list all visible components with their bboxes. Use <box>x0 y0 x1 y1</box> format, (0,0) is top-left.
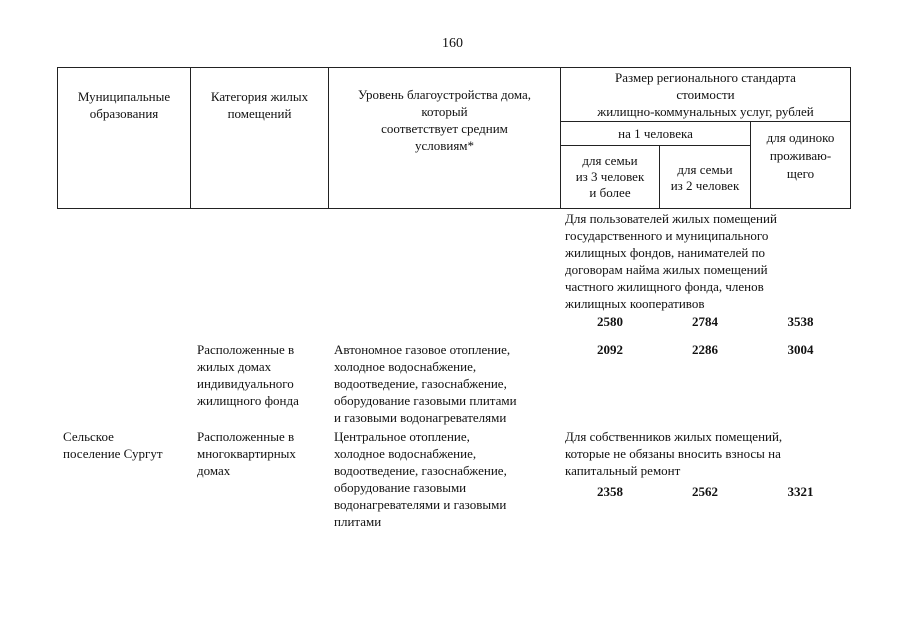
header-family2-line-2: из 2 человек <box>670 178 740 193</box>
owners-text-line-3: капитальный ремонт <box>565 463 681 478</box>
individual-value-single: 3004 <box>787 342 814 357</box>
users-value-single: 3538 <box>787 314 814 329</box>
apartment-category-line-3: домах <box>197 463 231 478</box>
owners-value-single: 3321 <box>787 484 814 499</box>
users-value-family3: 2580 <box>597 314 623 329</box>
header-level-line-4: условиям* <box>414 138 475 153</box>
apartment-level-line-2: холодное водоснабжение, <box>334 446 477 461</box>
header-size-line-3: жилищно-коммунальных услуг, рублей <box>597 104 814 119</box>
header-family3-line-2: из 3 человек <box>575 169 645 184</box>
header-level-line-2: который <box>421 104 468 119</box>
apartment-level-line-3: водоотведение, газоснабжение, <box>334 463 507 478</box>
header-size-line-2: стоимости <box>676 87 735 102</box>
users-value-family2: 2784 <box>692 314 718 329</box>
apartment-level-line-1: Центральное отопление, <box>334 429 470 444</box>
individual-level-line-3: водоотведение, газоснабжение, <box>334 376 507 391</box>
individual-level-line-2: холодное водоснабжение, <box>334 359 477 374</box>
header-level-line-1: Уровень благоустройства дома, <box>357 87 532 102</box>
header-size-line-1: Размер регионального стандарта <box>615 70 796 85</box>
header-family3-line-1: для семьи <box>582 153 638 168</box>
users-text-line-3: жилищных фондов, нанимателей по <box>565 245 766 260</box>
header-family3-line-3: и более <box>589 185 631 200</box>
header-category: Категория жилых помещений <box>210 89 309 121</box>
individual-value-family3: 2092 <box>597 342 623 357</box>
page-number: 160 <box>442 36 463 51</box>
header-level-line-3: соответствует средним <box>381 121 508 136</box>
individual-level-line-1: Автономное газовое отопление, <box>334 342 511 357</box>
users-text-line-6: жилищных кооперативов <box>565 296 705 311</box>
municipality-line-2: поселение Сургут <box>63 446 163 461</box>
users-text-line-4: договорам найма жилых помещений <box>565 262 768 277</box>
individual-category-line-2: жилых домах <box>197 359 272 374</box>
apartment-category-line-2: многоквартирных <box>197 446 296 461</box>
owners-text-line-1: Для собственников жилых помещений, <box>565 429 783 444</box>
apartment-level-line-5: водонагревателями и газовыми <box>334 497 507 512</box>
apartment-level-line-6: плитами <box>334 514 382 529</box>
col-border-7 <box>850 67 851 209</box>
header-single-line-3: щего <box>786 166 815 181</box>
municipality-line-1: Сельское <box>63 429 114 444</box>
header-per-person: на 1 человека <box>618 126 693 141</box>
apartment-level-line-4: оборудование газовыми <box>334 480 467 495</box>
table-bottom-border <box>57 208 851 209</box>
size-subheader-divider <box>560 121 851 122</box>
header-single-line-1: для одиноко <box>766 130 835 145</box>
header-municipality: Муниципальные образования <box>77 89 171 121</box>
individual-category-line-1: Расположенные в <box>197 342 295 357</box>
header-family2-line-1: для семьи <box>677 162 733 177</box>
users-text-line-5: частного жилищного фонда, членов <box>565 279 764 294</box>
header-single-line-2: проживаю- <box>769 148 832 163</box>
individual-level-line-5: и газовыми водонагревателями <box>334 410 507 425</box>
users-text-line-1: Для пользователей жилых помещений <box>565 211 777 226</box>
individual-category-line-3: индивидуального <box>197 376 294 391</box>
users-text-line-2: государственного и муниципального <box>565 228 769 243</box>
owners-text-line-2: которые не обязаны вносить взносы на <box>565 446 781 461</box>
individual-level-line-4: оборудование газовыми плитами <box>334 393 517 408</box>
per-person-divider <box>560 145 750 146</box>
apartment-category-line-1: Расположенные в <box>197 429 295 444</box>
owners-value-family3: 2358 <box>597 484 623 499</box>
table-top-border <box>57 67 851 68</box>
owners-value-family2: 2562 <box>692 484 718 499</box>
individual-value-family2: 2286 <box>692 342 718 357</box>
individual-category-line-4: жилищного фонда <box>197 393 299 408</box>
